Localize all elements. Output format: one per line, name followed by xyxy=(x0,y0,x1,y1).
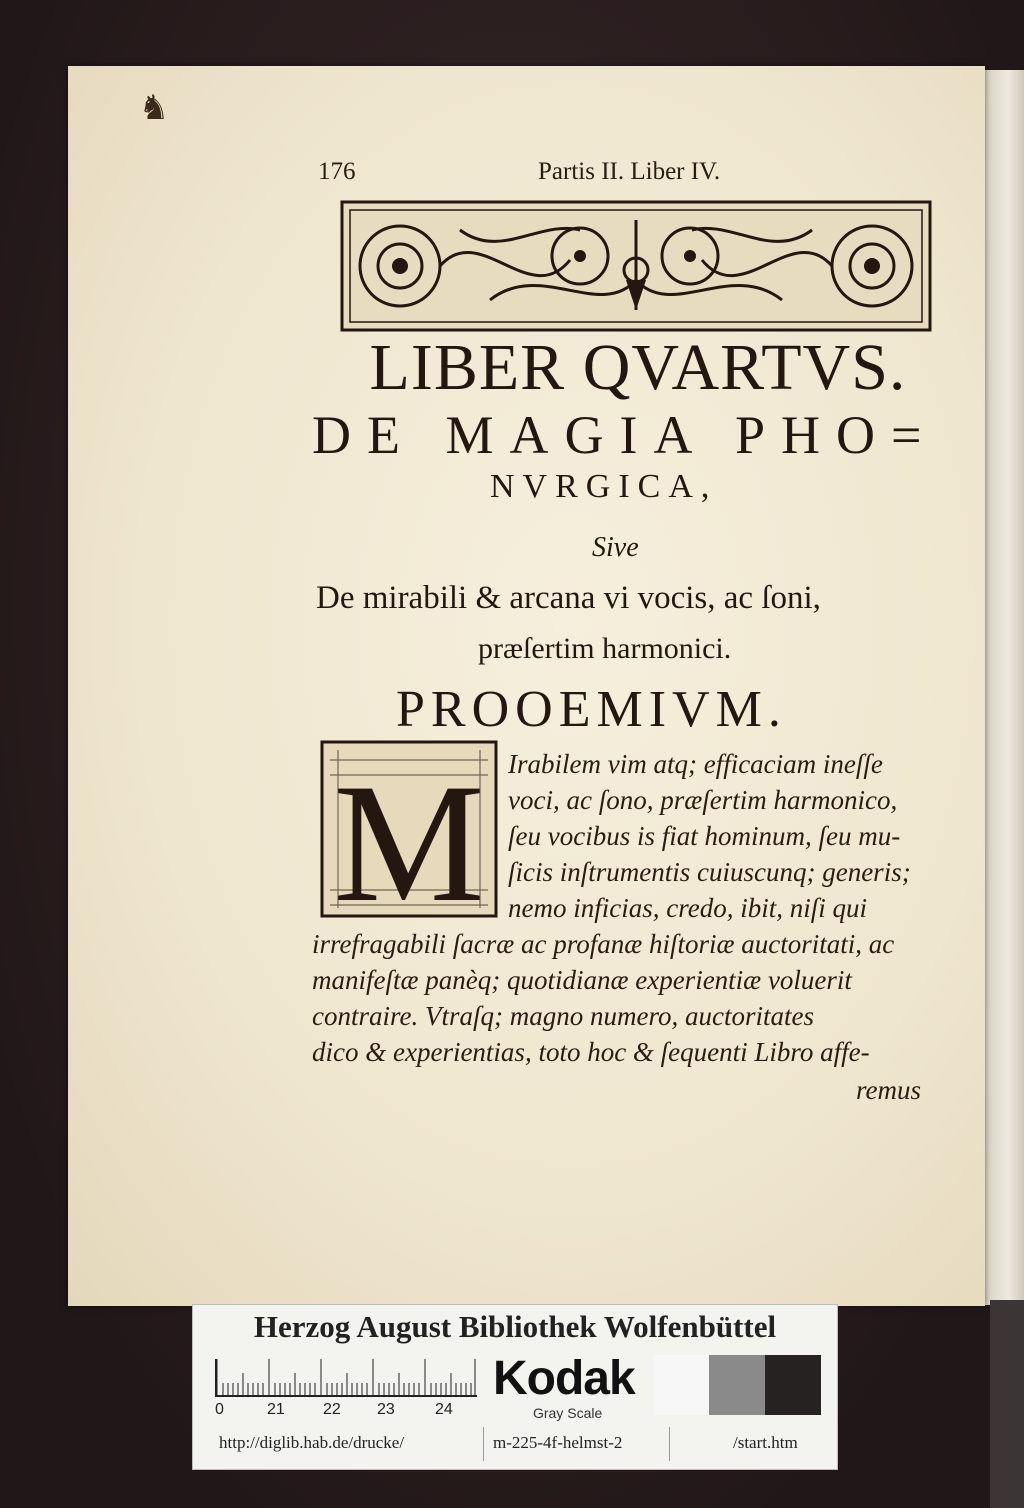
gray-swatch-mid xyxy=(709,1355,765,1415)
book-title: LIBER QVARTVS. xyxy=(369,331,907,404)
descriptive-subtitle-line2: præſertim harmonici. xyxy=(478,632,732,665)
page-number: 176 xyxy=(318,158,356,185)
url-part: /start.htm xyxy=(733,1433,798,1452)
crest-icon: ♞ xyxy=(138,90,170,127)
ruler-number: 22 xyxy=(323,1401,341,1418)
initial-letter: M xyxy=(333,749,485,918)
ruler-number: 0 xyxy=(215,1401,224,1418)
gray-swatch-white xyxy=(653,1355,709,1415)
body-line: manifeſtæ panèq; quotidianæ experientiæ voluerit xyxy=(312,965,852,995)
running-head-title: Partis II. Liber IV. xyxy=(538,158,721,185)
descriptive-subtitle-line1: De mirabili & arcana vi vocis, ac ſoni, xyxy=(316,580,821,616)
url-part: http://diglib.hab.de/drucke/ xyxy=(219,1433,405,1452)
url-part: m-225-4f-helmst-2 xyxy=(493,1433,623,1452)
gray-scale-label: Gray Scale xyxy=(533,1405,603,1421)
body-line: Irabilem vim atq; efficaciam ineſſe xyxy=(508,749,883,779)
adjacent-page-shadow xyxy=(990,1300,1024,1508)
ruler-number: 24 xyxy=(435,1401,453,1418)
gray-scale-swatches xyxy=(653,1355,821,1415)
ruler-number: 21 xyxy=(267,1401,285,1418)
kodak-logo: Kodak xyxy=(493,1352,635,1405)
library-name: Herzog August Bibliothek Wolfenbüttel xyxy=(253,1309,777,1344)
book-subtitle-line1: DE MAGIA PHO= xyxy=(312,405,938,465)
body-line: contraire. Vtraſq; magno numero, auctoritates xyxy=(312,1001,814,1031)
body-line: voci, ac ſono, præſertim harmonico, xyxy=(508,785,898,815)
body-line: ſicis inſtrumentis cuiuscunq; generis; xyxy=(508,857,911,887)
sive-label: Sive xyxy=(592,532,639,563)
body-line: irrefragabili ſacræ ac profanæ hiſtoriæ auctoritati, ac xyxy=(312,929,895,959)
ornamental-headpiece-icon xyxy=(340,200,932,332)
gray-swatch-black xyxy=(765,1355,821,1415)
scan-target-card xyxy=(192,1304,838,1470)
measurement-ruler xyxy=(215,1359,477,1397)
body-line: nemo inficias, credo, ibit, niſi qui xyxy=(508,893,867,923)
section-heading: PROOEMIVM. xyxy=(396,681,787,738)
ruler-number: 23 xyxy=(377,1401,395,1418)
ruler-numbers xyxy=(215,1401,485,1423)
body-line: ſeu vocibus is fiat hominum, ſeu mu- xyxy=(508,821,901,851)
book-subtitle-line2: NVRGICA, xyxy=(490,468,718,505)
adjacent-page-edge xyxy=(985,70,1024,1305)
card-divider xyxy=(669,1427,670,1461)
decorated-initial xyxy=(320,740,498,918)
body-line: dico & experientias, toto hoc & ſequenti Libro affe- xyxy=(312,1037,870,1067)
catchword: remus xyxy=(856,1075,921,1105)
ruler-ticks-icon xyxy=(217,1359,477,1395)
card-divider xyxy=(483,1427,484,1461)
